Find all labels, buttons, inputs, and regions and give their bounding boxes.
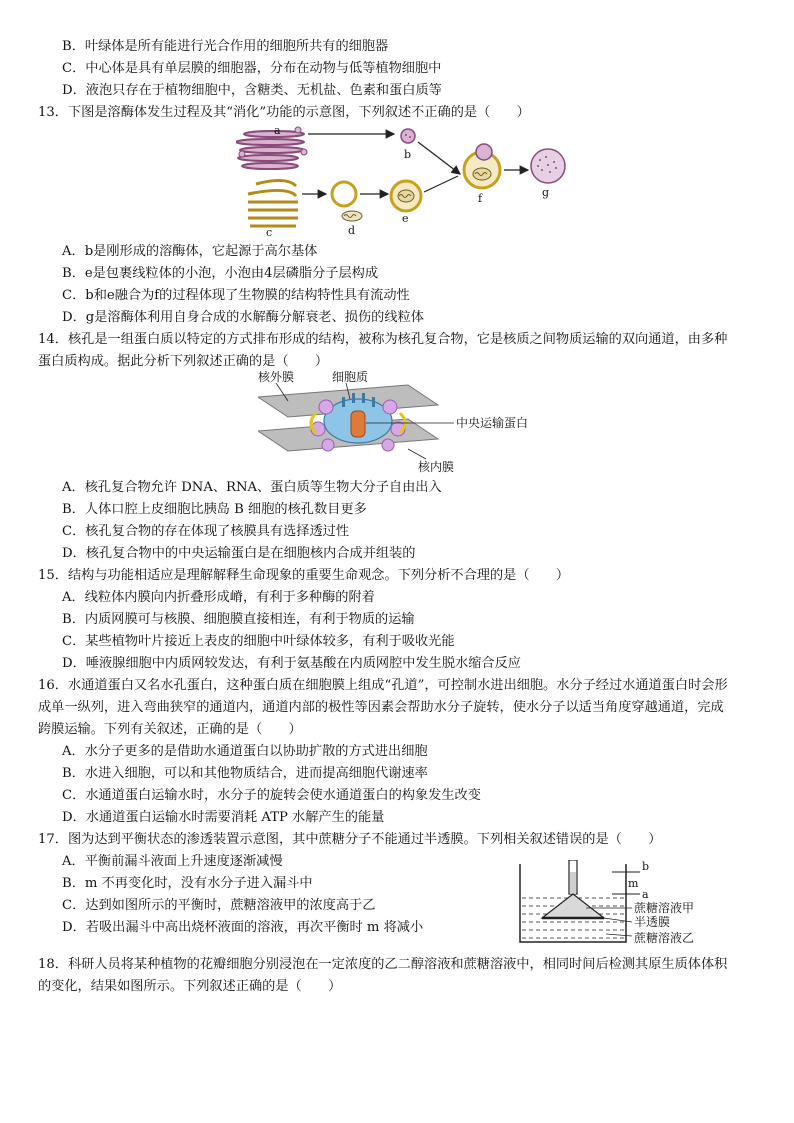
central-transport-protein bbox=[351, 411, 365, 437]
golgi-apparatus-a bbox=[236, 131, 304, 169]
label-b: b bbox=[404, 148, 412, 161]
q17-option-d: D．若吸出漏斗中高出烧杯液面的溶液，再次平衡时 m 将减小 bbox=[62, 920, 424, 935]
q15-stem: 15．结构与功能相适应是理解解释生命现象的重要生命观念。下列分析不合理的是（ ） bbox=[38, 568, 570, 583]
q14-stem-line2: 蛋白质构成。据此分析下列叙述正确的是（ ） bbox=[38, 354, 329, 369]
label-solution-yi: 蔗糖溶液乙 bbox=[634, 931, 695, 945]
q14-stem-line1: 14．核孔是一组蛋白质以特定的方式排布形成的结构，被称为核孔复合物，它是核质之间物质运输的双向通道，由多种 bbox=[38, 332, 728, 347]
q15-option-a: A．线粒体内膜向内折叠形成嵴，有利于多种酶的附着 bbox=[62, 590, 375, 605]
q14-option-b: B．人体口腔上皮细胞比胰岛 B 细胞的核孔数目更多 bbox=[62, 502, 367, 517]
q17-option-c: C．达到如图所示的平衡时，蔗糖溶液甲的浓度高于乙 bbox=[62, 898, 376, 913]
prev-option-d: D．液泡只存在于植物细胞中，含糖类、无机盐、色素和蛋白质等 bbox=[62, 83, 442, 98]
q14-option-c: C．核孔复合物的存在体现了核膜具有选择透过性 bbox=[62, 524, 350, 539]
label-membrane: 半透膜 bbox=[634, 915, 671, 929]
q13-option-a: A．b是刚形成的溶酶体，它起源于高尔基体 bbox=[62, 244, 318, 259]
q13-option-d: D．g是溶酶体利用自身合成的水解酶分解衰老、损伤的线粒体 bbox=[62, 310, 424, 325]
q14-option-a: A．核孔复合物允许 DNA、RNA、蛋白质等生物大分子自由出入 bbox=[62, 480, 442, 495]
q14-option-d: D．核孔复合物中的中央运输蛋白是在细胞核内合成并组装的 bbox=[62, 546, 416, 561]
q17-stem: 17．图为达到平衡状态的渗透装置示意图，其中蔗糖分子不能通过半透膜。下列相关叙述错误的是（ ） bbox=[38, 832, 662, 847]
lysosome-b bbox=[401, 129, 415, 143]
label-d: d bbox=[348, 224, 356, 236]
label-cytoplasm: 细胞质 bbox=[332, 371, 369, 384]
q16-option-c: C．水通道蛋白运输水时，水分子的旋转会使水通道蛋白的构象发生改变 bbox=[62, 788, 481, 803]
q16-stem-line3: 跨膜运输。下列有关叙述，正确的是（ ） bbox=[38, 722, 302, 737]
label-a: a bbox=[274, 124, 281, 137]
q15-option-b: B．内质网膜可与核膜、细胞膜直接相连，有利于物质的运输 bbox=[62, 612, 415, 627]
q17-option-a: A．平衡前漏斗液面上升速度逐渐减慢 bbox=[62, 854, 283, 869]
label-inner-membrane: 核内膜 bbox=[418, 460, 455, 474]
q18-stem-line2: 的变化，结果如图所示。下列叙述正确的是（ ） bbox=[38, 979, 342, 994]
nuclear-pore-diagram bbox=[258, 371, 558, 475]
q16-option-b: B．水进入细胞，可以和其他物质结合，进而提高细胞代谢速率 bbox=[62, 766, 428, 781]
label-a: a bbox=[642, 888, 649, 901]
prev-option-b: B．叶绿体是所有能进行光合作用的细胞所共有的细胞器 bbox=[62, 39, 389, 54]
q18-stem-line1: 18．科研人员将某种植物的花瓣细胞分别浸泡在一定浓度的乙二醇溶液和蔗糖溶液中，相同时间后检测其原生质体体积 bbox=[38, 957, 728, 972]
label-m: m bbox=[628, 877, 639, 890]
label-b: b bbox=[642, 860, 650, 873]
label-g: g bbox=[542, 186, 550, 199]
endoplasmic-reticulum-c bbox=[248, 180, 298, 226]
label-e: e bbox=[402, 212, 409, 225]
q16-option-a: A．水分子更多的是借助水通道蛋白以协助扩散的方式进出细胞 bbox=[62, 744, 428, 759]
q13-stem: 13．下图是溶酶体发生过程及其“消化”功能的示意图，下列叙述不正确的是（ ） bbox=[38, 105, 530, 120]
prev-option-c: C．中心体是具有单层膜的细胞器，分布在动物与低等植物细胞中 bbox=[62, 61, 442, 76]
label-f: f bbox=[478, 192, 483, 205]
osmosis-apparatus-diagram bbox=[516, 860, 766, 946]
label-solution-jia: 蔗糖溶液甲 bbox=[634, 901, 695, 915]
q16-stem-line2: 成单一纵列，进入弯曲狭窄的通道内，通道内部的极性等因素会帮助水分子旋转，使水分子以适当角度穿越通道，完成 bbox=[38, 700, 724, 715]
q15-option-d: D．唾液腺细胞中内质网较发达，有利于氨基酸在内质网腔中发生脱水缩合反应 bbox=[62, 656, 521, 671]
q17-option-b: B．m 不再变化时，没有水分子进入漏斗中 bbox=[62, 876, 313, 891]
label-central-protein: 中央运输蛋白 bbox=[456, 416, 529, 430]
q16-option-d: D．水通道蛋白运输水时需要消耗 ATP 水解产生的能量 bbox=[62, 810, 385, 825]
label-outer-membrane: 核外膜 bbox=[258, 371, 295, 384]
q15-option-c: C．某些植物叶片接近上表皮的细胞中叶绿体较多，有利于吸收光能 bbox=[62, 634, 455, 649]
q13-option-b: B．e是包裹线粒体的小泡，小泡由4层磷脂分子层构成 bbox=[62, 266, 379, 281]
q16-stem-line1: 16．水通道蛋白又名水孔蛋白，这种蛋白质在细胞膜上组成“孔道”，可控制水进出细胞。水分子经过水通道蛋白时会形 bbox=[38, 678, 728, 693]
lysosome-diagram bbox=[236, 124, 576, 236]
forming-vesicle bbox=[332, 182, 356, 206]
q13-option-c: C．b和e融合为f的过程体现了生物膜的结构特性具有流动性 bbox=[62, 288, 410, 303]
label-c: c bbox=[266, 226, 273, 236]
